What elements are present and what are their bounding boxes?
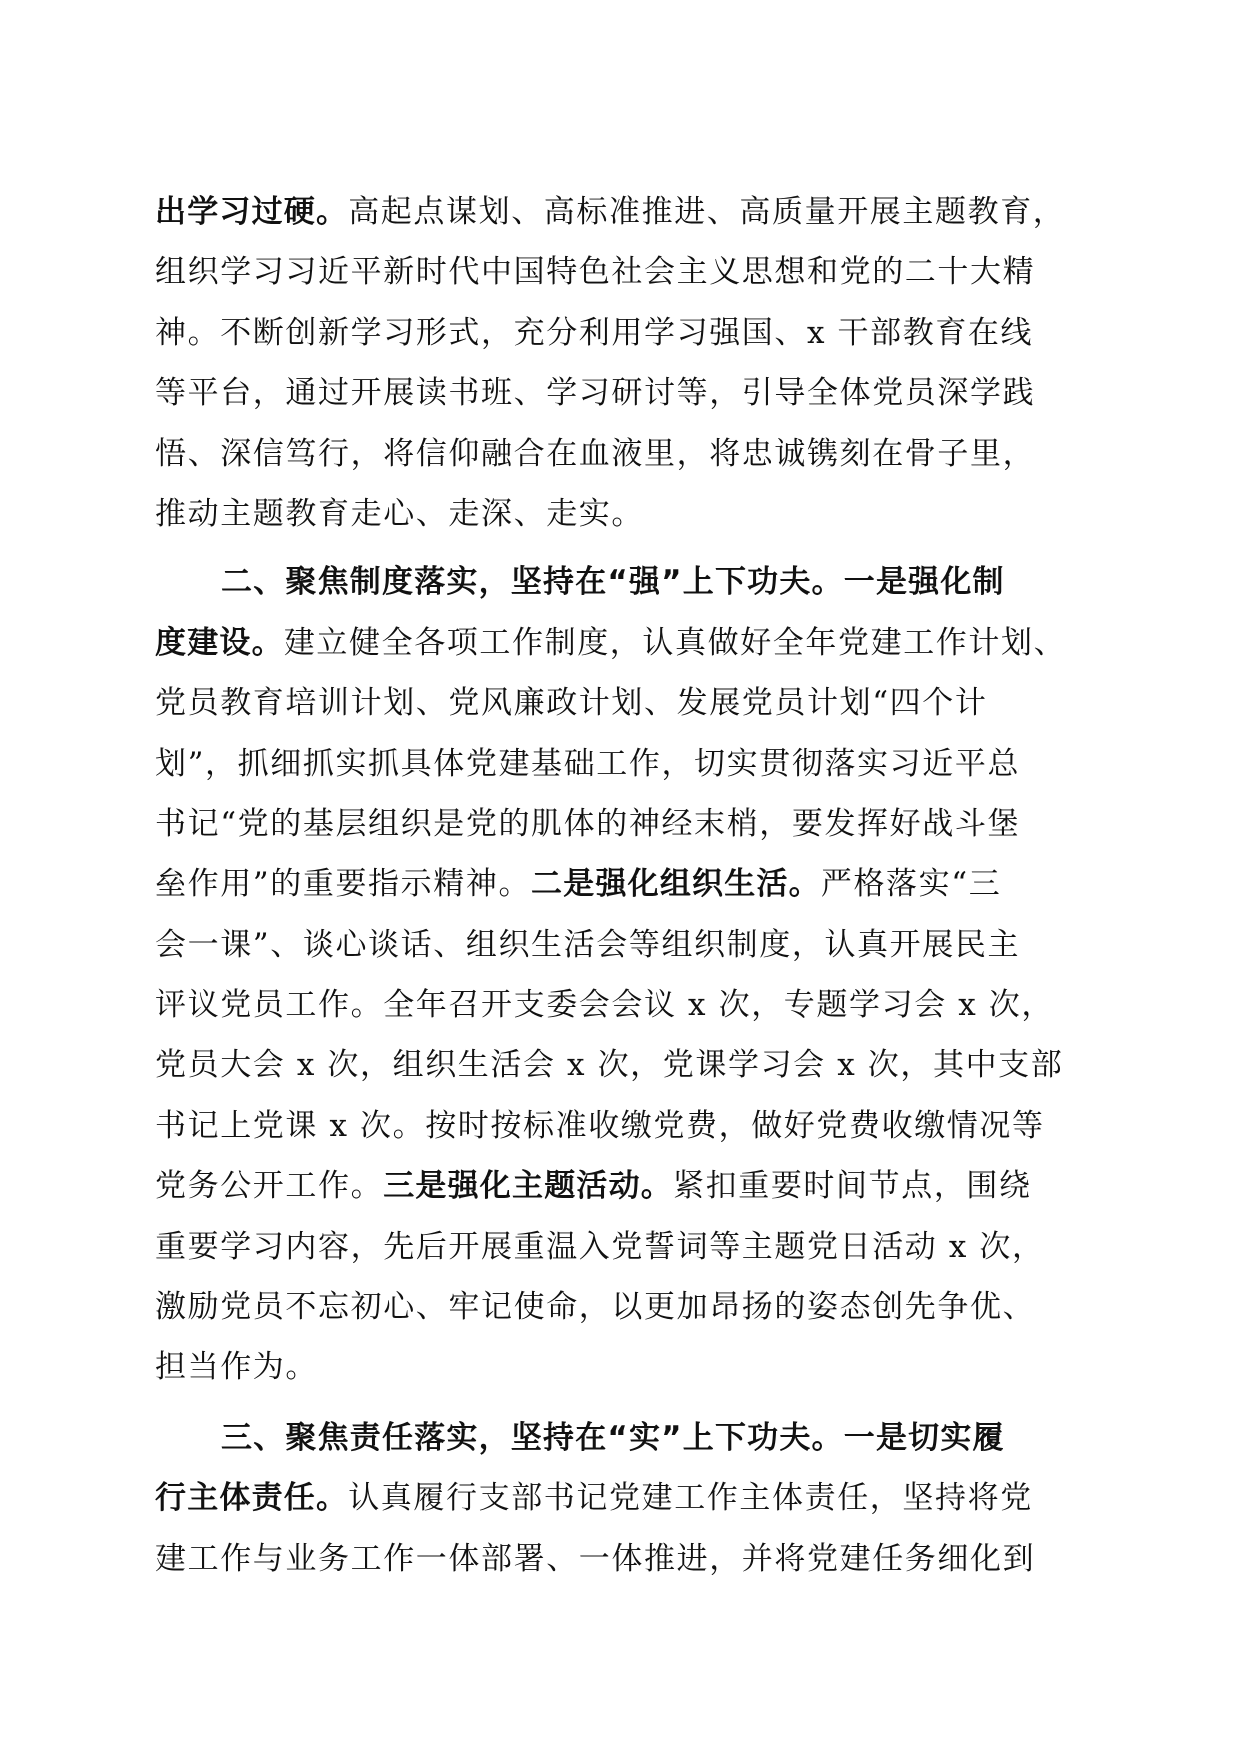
bold-text: 行主体责任。 xyxy=(155,1480,349,1517)
bold-text: 出学习过硬。 xyxy=(155,194,349,230)
bold-text: 二、聚焦制度落实，坚持在“强”上下功夫。一是强化制 xyxy=(221,564,1005,601)
body-text: 书记“党的基层组织是党的肌体的神经末梢，要发挥好战斗堡 xyxy=(155,805,1021,842)
body-text: 认真履行支部书记党建工作主体责任，坚持将党 xyxy=(348,1480,1033,1517)
text-line xyxy=(155,1217,1085,1277)
body-text: 垒作用”的重要指示精神。 xyxy=(155,866,532,903)
body-text: 党务公开工作。 xyxy=(155,1168,384,1205)
text-line xyxy=(155,182,1085,242)
text-line xyxy=(155,854,1085,914)
text-line xyxy=(155,734,1085,794)
text-line xyxy=(155,1468,1085,1528)
body-text: 等平台，通过开展读书班、学习研讨等，引导全体党员深学践 xyxy=(155,375,1036,412)
body-text: 建工作与业务工作一体部署、一体推进，并将党建任务细化到 xyxy=(155,1540,1036,1577)
text-line xyxy=(155,673,1085,733)
bold-text: 三、聚焦责任落实，坚持在“实”上下功夫。一是切实履 xyxy=(221,1419,1005,1456)
text-line xyxy=(155,1096,1085,1156)
text-line xyxy=(155,1035,1085,1095)
text-line xyxy=(155,242,1085,302)
body-text: 建立健全各项工作制度，认真做好全年党建工作计划、 xyxy=(283,624,1067,661)
body-text: 党员教育培训计划、党风廉政计划、发展党员计划“四个计 xyxy=(155,685,988,722)
text-line xyxy=(155,915,1085,975)
body-text: 担当作为。 xyxy=(155,1349,318,1386)
bold-text: 三是强化主题活动。 xyxy=(383,1168,674,1205)
body-text: 组织学习习近平新时代中国特色社会主义思想和党的二十大精 xyxy=(155,254,1036,291)
body-text: 重要学习内容，先后开展重温入党誓词等主题党日活动 x 次， xyxy=(155,1228,1045,1265)
body-text: 党员大会 x 次，组织生活会 x 次，党课学习会 x 次，其中支部 xyxy=(155,1047,1064,1084)
body-text: 紧扣重要时间节点，围绕 xyxy=(673,1168,1032,1205)
body-text: 高起点谋划、高标准推进、高质量开展主题教育， xyxy=(348,194,1066,230)
body-text: 划”，抓细抓实抓具体党建基础工作，切实贯彻落实习近平总 xyxy=(155,745,1021,782)
text-line xyxy=(155,975,1085,1035)
text-line xyxy=(155,794,1085,854)
text-line xyxy=(155,424,1085,484)
bold-text: 度建设。 xyxy=(155,624,284,661)
body-text: 严格落实“三 xyxy=(820,866,1002,903)
document-body xyxy=(155,182,1085,1589)
text-line xyxy=(155,613,1085,673)
body-text: 激励党员不忘初心、牢记使命，以更加昂扬的姿态创先争优、 xyxy=(155,1289,1036,1326)
body-text: 悟、深信笃行，将信仰融合在血液里，将忠诚镌刻在骨子里， xyxy=(155,435,1036,472)
text-line xyxy=(155,484,1085,544)
body-text: 会一课”、谈心谈话、组织生活会等组织制度，认真开展民主 xyxy=(155,926,1021,963)
body-text: 推动主题教育走心、走深、走实。 xyxy=(155,495,644,532)
bold-text: 二是强化组织生活。 xyxy=(531,866,821,903)
text-line xyxy=(155,1529,1085,1589)
body-text: 书记上党课 x 次。按时按标准收缴党费，做好党费收缴情况等 xyxy=(155,1107,1045,1144)
section-heading-line xyxy=(155,552,1085,612)
text-line xyxy=(155,1156,1085,1216)
section-heading-line xyxy=(155,1408,1085,1468)
text-line xyxy=(155,1337,1085,1397)
body-text: 评议党员工作。全年召开支委会会议 x 次，专题学习会 x 次， xyxy=(155,987,1054,1024)
text-line xyxy=(155,1277,1085,1337)
text-line xyxy=(155,303,1085,363)
text-line xyxy=(155,363,1085,423)
body-text: 神。不断创新学习形式，充分利用学习强国、x 干部教育在线 xyxy=(155,314,1034,351)
